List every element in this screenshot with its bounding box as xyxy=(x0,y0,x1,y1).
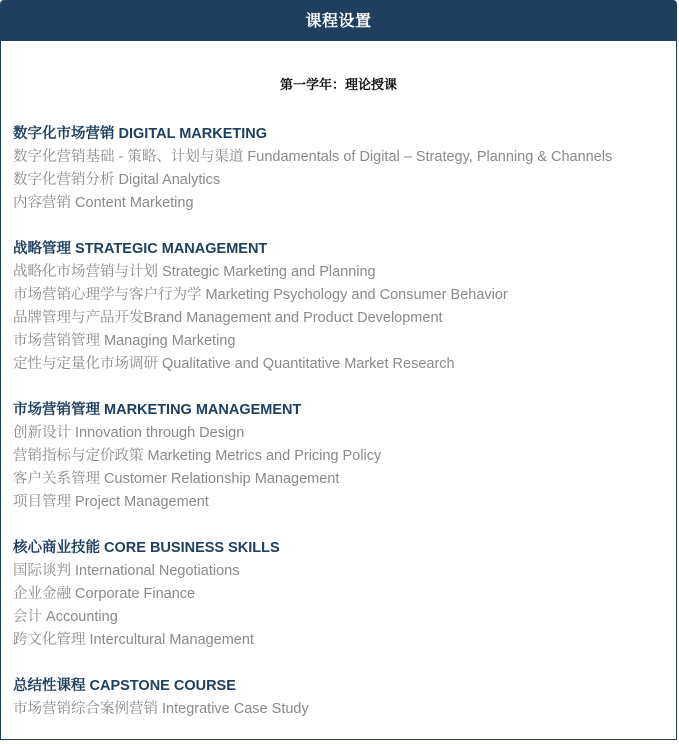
course-item: 市场营销管理 Managing Marketing xyxy=(13,333,236,349)
section-capstone-course xyxy=(13,675,672,721)
course-sections xyxy=(13,123,672,744)
course-item: 品牌管理与产品开发Brand Management and Product Development xyxy=(13,310,443,326)
section-title: 市场营销管理 MARKETING MANAGEMENT xyxy=(13,402,302,418)
course-item: 会计 Accounting xyxy=(13,609,118,625)
section-title: 总结性课程 CAPSTONE COURSE xyxy=(13,678,236,694)
course-item: 战略化市场营销与计划 Strategic Marketing and Planning xyxy=(13,264,376,280)
year-title: 第一学年：理论授课 xyxy=(279,77,397,92)
course-item: 市场营销综合案例营销 Integrative Case Study xyxy=(13,701,309,717)
course-item: 客户关系管理 Customer Relationship Management xyxy=(13,471,340,487)
course-item: 项目管理 Project Management xyxy=(13,494,209,510)
panel-header: 课程设置 xyxy=(1,1,676,41)
section-title: 核心商业技能 CORE BUSINESS SKILLS xyxy=(13,540,280,556)
course-item: 创新设计 Innovation through Design xyxy=(13,425,245,441)
course-item: 国际谈判 International Negotiations xyxy=(13,563,240,579)
section-digital-marketing xyxy=(13,123,672,215)
course-item: 数字化营销基础 - 策略、计划与渠道 Fundamentals of Digital – Strategy, Planning & Channels xyxy=(13,149,613,165)
section-marketing-management xyxy=(13,399,672,514)
course-item: 营销指标与定价政策 Marketing Metrics and Pricing Policy xyxy=(13,448,382,464)
section-title: 数字化市场营销 DIGITAL MARKETING xyxy=(13,126,268,142)
course-item: 市场营销心理学与客户行为学 Marketing Psychology and Consumer Behavior xyxy=(13,287,508,303)
section-title: 战略管理 STRATEGIC MANAGEMENT xyxy=(13,241,268,257)
course-item: 内容营销 Content Marketing xyxy=(13,195,194,211)
section-core-business-skills xyxy=(13,537,672,652)
course-item: 跨文化管理 Intercultural Management xyxy=(13,632,254,648)
section-strategic-management xyxy=(13,238,672,376)
course-item: 企业金融 Corporate Finance xyxy=(13,586,196,602)
course-item: 定性与定量化市场调研 Qualitative and Quantitative Market Research xyxy=(13,356,455,372)
course-item: 数字化营销分析 Digital Analytics xyxy=(13,172,221,188)
